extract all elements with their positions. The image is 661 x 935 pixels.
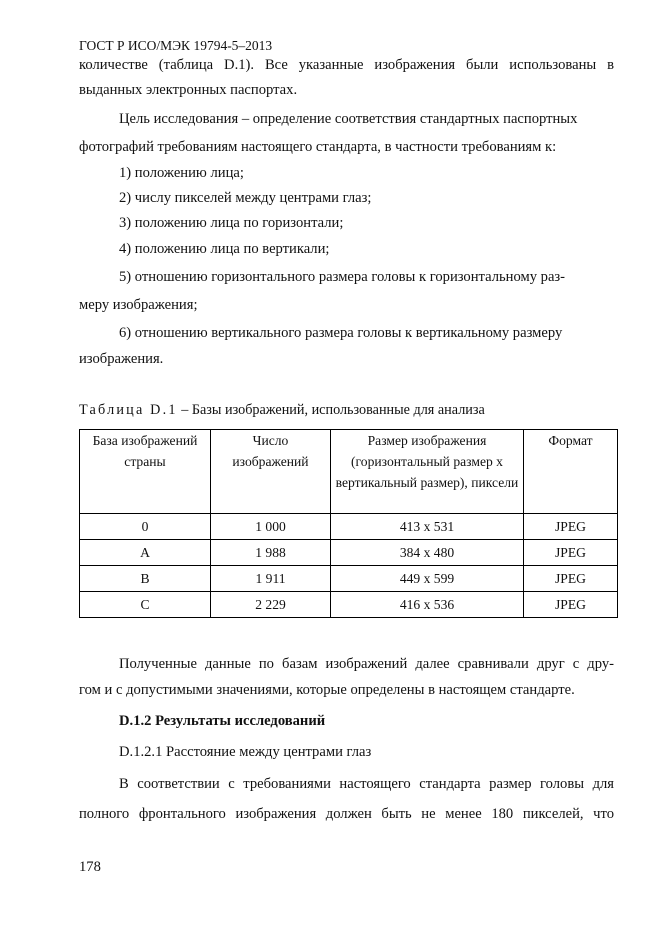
column-header: Формат — [524, 430, 618, 514]
table-caption-label: Таблица D.1 — [79, 402, 178, 418]
table-cell: 0 — [80, 514, 211, 540]
paragraph-line: Полученные данные по базам изображений далее сравнивали друг с дру- — [119, 656, 614, 672]
list-item: 2) числу пикселей между центрами глаз; — [119, 190, 372, 206]
list-item: 1) положению лица; — [119, 165, 244, 181]
table-row — [80, 540, 618, 566]
table-cell: JPEG — [524, 592, 618, 618]
column-header: Число изображений — [211, 430, 331, 514]
table-header-row — [80, 430, 618, 514]
column-header: Размер изображения (горизонтальный размер x вертикальный размер), пиксели — [331, 430, 524, 514]
column-header: База изображений страны — [80, 430, 211, 514]
table-cell: JPEG — [524, 540, 618, 566]
list-item: 5) отношению горизонтального размера головы к горизонтальному раз- — [119, 269, 566, 285]
table-cell: C — [80, 592, 211, 618]
table-caption-text: – Базы изображений, использованные для анализа — [177, 402, 485, 418]
paragraph-line: В соответствии с требованиями настоящего стандарта размер головы для — [119, 776, 614, 792]
table-cell: 2 229 — [211, 592, 331, 618]
table-row — [80, 592, 618, 618]
table-row — [80, 514, 618, 540]
list-item-continuation: меру изображения; — [79, 297, 198, 313]
list-item-continuation: изображения. — [79, 351, 164, 367]
table-cell: 413 x 531 — [331, 514, 524, 540]
table-row — [80, 566, 618, 592]
table-cell: B — [80, 566, 211, 592]
paragraph-line: гом и с допустимыми значениями, которые определены в настоящем стандарте. — [79, 682, 575, 698]
page-number: 178 — [79, 859, 101, 875]
table-cell: A — [80, 540, 211, 566]
table-cell: 449 x 599 — [331, 566, 524, 592]
paragraph-line: количестве (таблица D.1). Все указанные изображения были использованы в — [79, 57, 614, 73]
table-cell: 1 000 — [211, 514, 331, 540]
subsection-heading: D.1.2.1 Расстояние между центрами глаз — [119, 744, 372, 760]
list-item: 6) отношению вертикального размера головы к вертикальному размеру — [119, 325, 563, 341]
table-cell: 384 x 480 — [331, 540, 524, 566]
paragraph-line: Цель исследования – определение соответствия стандартных паспортных — [119, 111, 578, 127]
document-header: ГОСТ Р ИСО/МЭК 19794-5–2013 — [79, 38, 273, 53]
table-cell: JPEG — [524, 566, 618, 592]
table-cell: 1 911 — [211, 566, 331, 592]
list-item: 4) положению лица по вертикали; — [119, 241, 330, 257]
paragraph-line: фотографий требованиям настоящего стандарта, в частности требованиям к: — [79, 139, 557, 155]
image-database-table — [79, 429, 618, 618]
table-cell: JPEG — [524, 514, 618, 540]
table-cell: 416 x 536 — [331, 592, 524, 618]
section-heading: D.1.2 Результаты исследований — [119, 713, 326, 729]
list-item: 3) положению лица по горизонтали; — [119, 215, 344, 231]
paragraph-line: полного фронтального изображения должен быть не менее 180 пикселей, что — [79, 806, 614, 822]
table-cell: 1 988 — [211, 540, 331, 566]
paragraph-line: выданных электронных паспортах. — [79, 82, 298, 98]
table-caption — [79, 402, 485, 419]
